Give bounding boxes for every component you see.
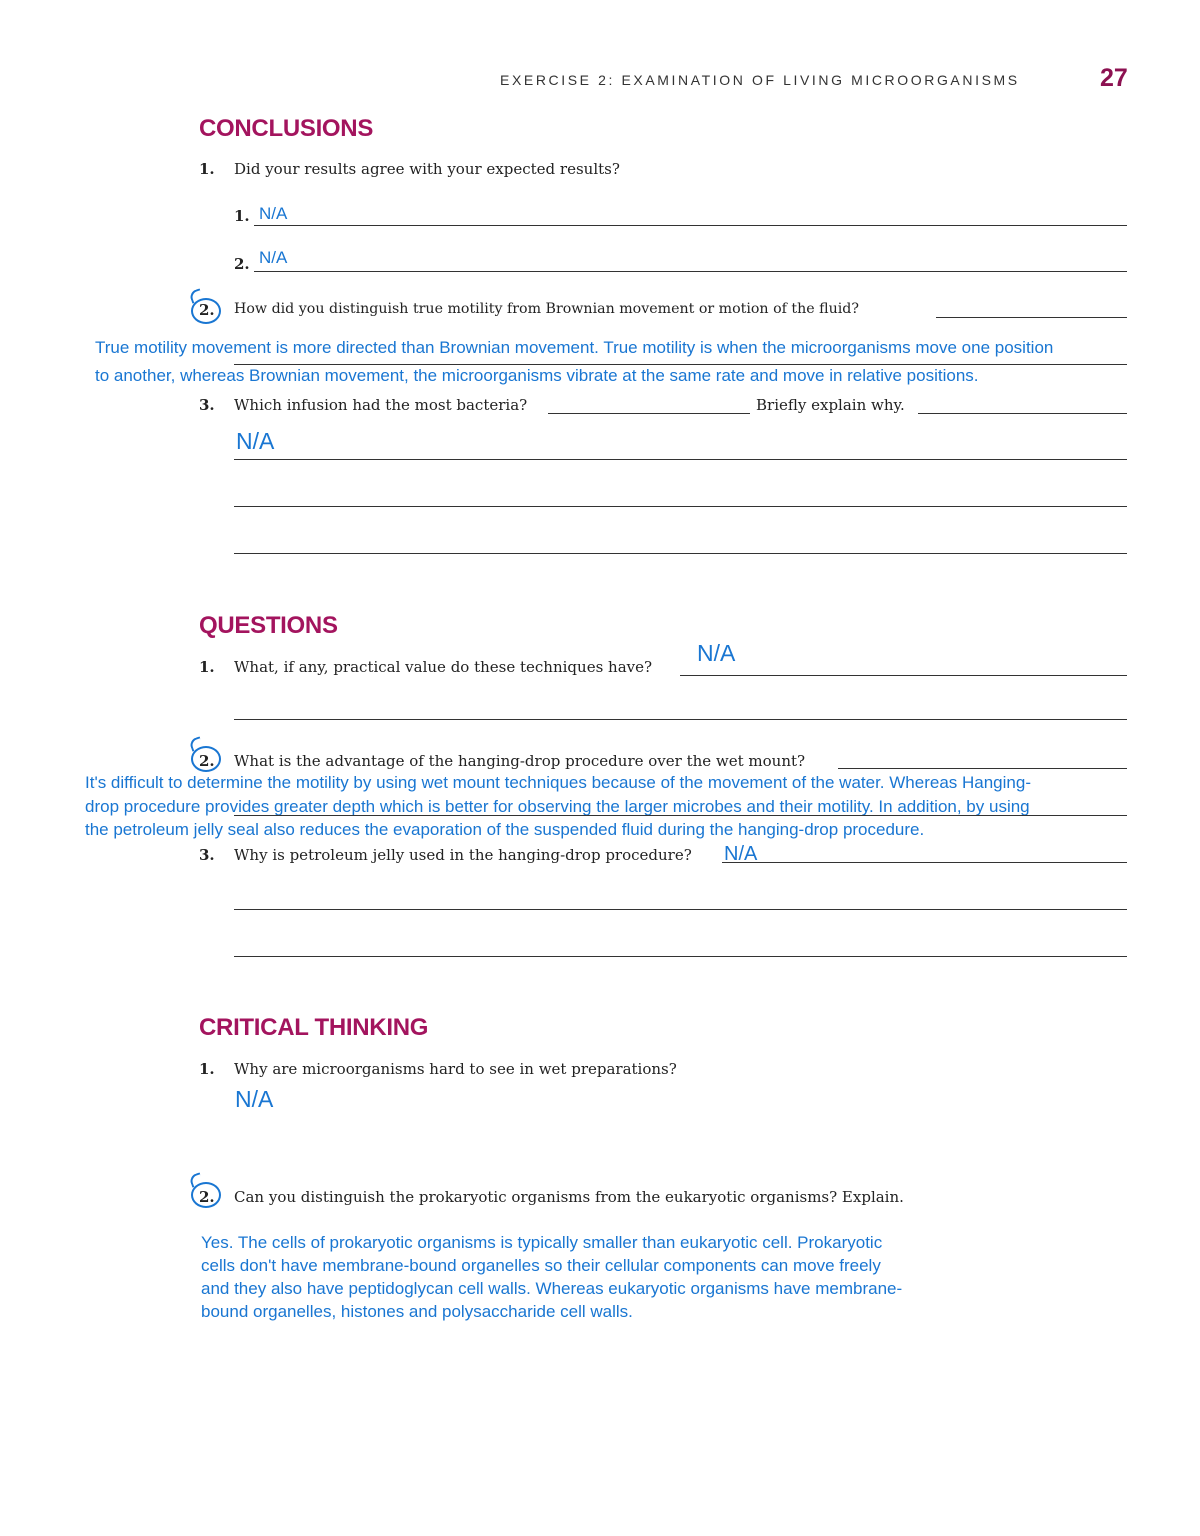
conclusions-q1-sub1-number: 1. — [234, 207, 250, 225]
critical-q1-number: 1. — [199, 1060, 215, 1078]
conclusions-q1-sub2-answer: N/A — [259, 248, 288, 267]
answer-line — [234, 553, 1127, 554]
critical-q2-number: 2. — [199, 1188, 215, 1206]
conclusions-q1-text: Did your results agree with your expected results? — [234, 160, 620, 178]
questions-q2-number: 2. — [199, 752, 215, 770]
conclusions-q1-sub2-number: 2. — [234, 255, 250, 273]
conclusions-q1-number: 1. — [199, 160, 215, 178]
conclusions-q3-number: 3. — [199, 396, 215, 414]
conclusions-q2-number: 2. — [199, 301, 215, 319]
questions-q3-number: 3. — [199, 846, 215, 864]
critical-q2-answer-line4: bound organelles, histones and polysaccharide cell walls. — [201, 1302, 633, 1321]
answer-line — [936, 317, 1127, 318]
questions-q2-text: What is the advantage of the hanging-drop procedure over the wet mount? — [234, 752, 806, 770]
questions-q2-answer-line3: the petroleum jelly seal also reduces the evaporation of the suspended fluid during the hanging-drop procedure. — [85, 820, 925, 839]
answer-line — [234, 815, 1127, 816]
conclusions-heading: CONCLUSIONS — [199, 115, 374, 142]
answer-line — [234, 506, 1127, 507]
questions-q2-answer-line1: It's difficult to determine the motility by using wet mount techniques because of the movement of the water. Whereas Hanging- — [85, 773, 1031, 792]
answer-line — [234, 909, 1127, 910]
critical-q2-text: Can you distinguish the prokaryotic organisms from the eukaryotic organisms? Explain. — [234, 1188, 904, 1206]
questions-q1-number: 1. — [199, 658, 215, 676]
questions-heading: QUESTIONS — [199, 612, 338, 639]
conclusions-q2-answer-line1: True motility movement is more directed than Brownian movement. True motility is when the microorganisms move one position — [95, 338, 1054, 357]
answer-line — [254, 271, 1127, 272]
critical-q2-answer-line2: cells don't have membrane-bound organelles so their cellular components can move freely — [201, 1256, 881, 1275]
conclusions-q2-answer-line2: to another, whereas Brownian movement, the microorganisms vibrate at the same rate and move in relative positions. — [95, 366, 979, 385]
conclusions-q3-answer: N/A — [236, 428, 275, 454]
answer-line — [234, 956, 1127, 957]
critical-thinking-heading: CRITICAL THINKING — [199, 1014, 429, 1041]
conclusions-q3-text2: Briefly explain why. — [756, 396, 905, 414]
questions-q2-answer-line2: drop procedure provides greater depth which is better for observing the larger microbes and their motility. In addition, by using — [85, 797, 1030, 816]
conclusions-q3-text: Which infusion had the most bacteria? — [234, 396, 528, 414]
questions-q1-text: What, if any, practical value do these techniques have? — [234, 658, 653, 676]
answer-line — [680, 675, 1127, 676]
answer-line — [234, 459, 1127, 460]
critical-q2-answer-line1: Yes. The cells of prokaryotic organisms is typically smaller than eukaryotic cell. Prokaryotic — [201, 1233, 883, 1252]
answer-line — [918, 413, 1127, 414]
critical-q1-answer: N/A — [235, 1086, 274, 1112]
critical-q2-answer-line3: and they also have peptidoglycan cell walls. Whereas eukaryotic organisms have membrane- — [201, 1279, 903, 1298]
answer-line — [838, 768, 1127, 769]
answer-line — [548, 413, 750, 414]
answer-line — [722, 862, 1127, 863]
answer-line — [254, 225, 1127, 226]
questions-q3-text: Why is petroleum jelly used in the hanging-drop procedure? — [234, 846, 692, 864]
critical-q1-text: Why are microorganisms hard to see in wet preparations? — [234, 1060, 677, 1078]
page-number: 27 — [1100, 64, 1128, 92]
answer-line — [234, 364, 1127, 365]
questions-q1-answer: N/A — [697, 640, 736, 666]
conclusions-q1-sub1-answer: N/A — [259, 204, 288, 223]
conclusions-q2-text: How did you distinguish true motility from Brownian movement or motion of the fluid? — [234, 301, 859, 317]
answer-line — [234, 719, 1127, 720]
running-head: EXERCISE 2: EXAMINATION OF LIVING MICROORGANISMS — [500, 72, 1020, 88]
questions-q3-answer: N/A — [724, 843, 758, 865]
